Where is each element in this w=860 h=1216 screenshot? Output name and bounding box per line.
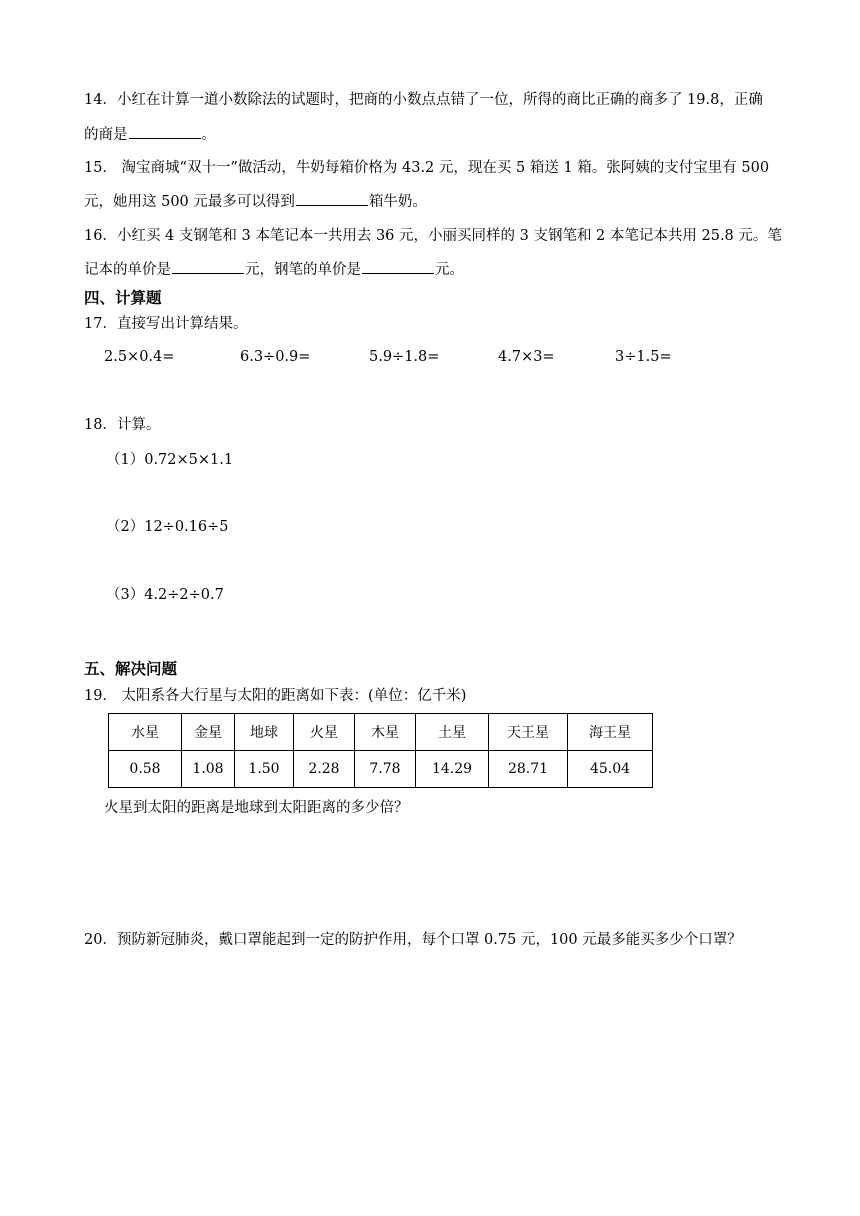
- q17-item-1: 2.5×0.4=: [104, 349, 175, 365]
- planet-distance-table: [108, 713, 653, 788]
- table-header-cell: 土星: [416, 714, 489, 751]
- table-row: [109, 751, 653, 788]
- table-cell: 1.50: [235, 751, 294, 788]
- q16-line2: [84, 259, 464, 280]
- q14-line1: 14．小红在计算一道小数除法的试题时，把商的小数点点错了一位，所得的商比正确的商多了 19.8，正确: [84, 92, 763, 108]
- q15-line1: 15． 淘宝商城“双十一”做活动，牛奶每箱价格为 43.2 元，现在买 5 箱送 1 箱。张阿姨的支付宝里有 500: [84, 160, 770, 176]
- q17-item-4: 4.7×3=: [498, 349, 555, 365]
- table-cell: 14.29: [416, 751, 489, 788]
- q18-stem: 18．计算。: [84, 417, 161, 433]
- q19-question: 火星到太阳的距离是地球到太阳距离的多少倍？: [104, 800, 409, 816]
- q14-answer-blank[interactable]: [129, 124, 201, 139]
- q16-text-b: 元，钢笔的单价是: [245, 262, 361, 278]
- table-header-cell: 金星: [182, 714, 235, 751]
- table-header-cell: 地球: [235, 714, 294, 751]
- q16-pen-price-blank[interactable]: [362, 259, 434, 274]
- table-header-cell: 天王星: [489, 714, 568, 751]
- q14-text-after: 。: [201, 127, 216, 143]
- q18-item-1: （1）0.72×5×1.1: [106, 452, 234, 468]
- q17-item-2: 6.3÷0.9=: [240, 349, 311, 365]
- q16-line1: 16．小红买 4 支钢笔和 3 本笔记本一共用去 36 元，小丽买同样的 3 支钢笔和 2 本笔记本共用 25.8 元。笔: [84, 228, 782, 244]
- q15-text-before: 元，她用这 500 元最多可以得到: [84, 194, 295, 210]
- q15-text-after: 箱牛奶。: [368, 194, 427, 210]
- table-header-cell: 火星: [294, 714, 355, 751]
- table-cell: 2.28: [294, 751, 355, 788]
- table-cell: 0.58: [109, 751, 182, 788]
- table-header-cell: 海王星: [568, 714, 653, 751]
- table-cell: 1.08: [182, 751, 235, 788]
- q16-text-a: 记本的单价是: [84, 262, 171, 278]
- table-cell: 45.04: [568, 751, 653, 788]
- q17-item-5: 3÷1.5=: [615, 349, 672, 365]
- q19-stem: 19． 太阳系各大行星与太阳的距离如下表：(单位：亿千米): [84, 688, 467, 704]
- q15-answer-blank[interactable]: [296, 191, 368, 206]
- q18-item-2: （2）12÷0.16÷5: [106, 519, 229, 535]
- section-heading-problem-solving: 五、解决问题: [84, 660, 178, 678]
- q18-item-3: （3）4.2÷2÷0.7: [106, 587, 224, 603]
- q20-stem: 20．预防新冠肺炎，戴口罩能起到一定的防护作用，每个口罩 0.75 元，100 元最多能买多少个口罩？: [84, 932, 742, 948]
- table-header-cell: 水星: [109, 714, 182, 751]
- table-cell: 7.78: [355, 751, 416, 788]
- q17-item-3: 5.9÷1.8=: [369, 349, 440, 365]
- q16-text-c: 元。: [435, 262, 464, 278]
- table-header-cell: 木星: [355, 714, 416, 751]
- q14-text-before: 的商是: [84, 127, 128, 143]
- q15-line2: [84, 191, 427, 212]
- q14-line2: [84, 124, 216, 145]
- q17-stem: 17．直接写出计算结果。: [84, 316, 248, 332]
- table-cell: 28.71: [489, 751, 568, 788]
- table-header-row: [109, 714, 653, 751]
- section-heading-calculation: 四、计算题: [84, 289, 162, 307]
- q16-notebook-price-blank[interactable]: [172, 259, 244, 274]
